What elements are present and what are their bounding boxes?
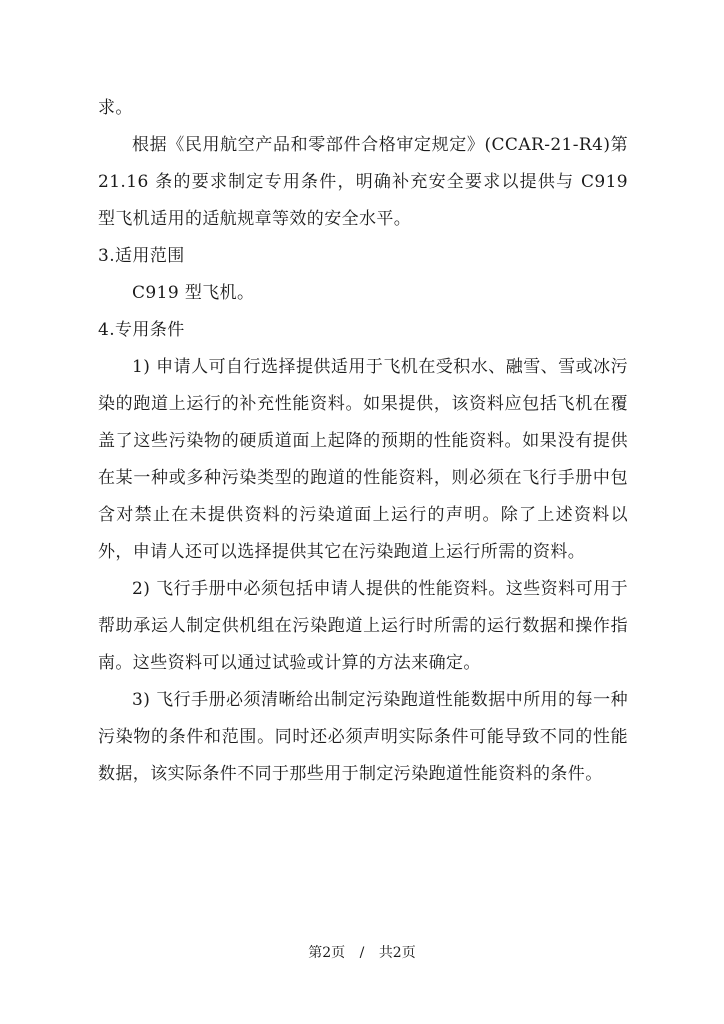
heading-scope: 3.适用范围 [98, 246, 185, 266]
heading-special-conditions: 4.专用条件 [98, 320, 185, 340]
page-number-total: 共2页 [378, 945, 416, 961]
paragraph-scope: C919 型飞机。 [132, 283, 255, 303]
paragraph-continuation: 求。 [98, 98, 133, 118]
paragraph-basis: 根据《民用航空产品和零部件合格审定规定》(CCAR-21-R4)第 21.16 条的要求制定专用条件，明确补充安全要求以提供与 C919 型飞机适用的适航规章等效的安全水平。 [98, 135, 628, 229]
page-number-current: 第2页 [308, 945, 346, 961]
paragraph-condition-1: 1) 申请人可自行选择提供适用于飞机在受积水、融雪、雪或冰污染的跑道上运行的补充性能资料。如果提供，该资料应包括飞机在覆盖了这些污染物的硬质道面上起降的预期的性能资料。如果没有提供在某一种或多种污染类型的跑道的性能资料，则必须在飞行手册中包含对禁止在未提供资料的污染道面上运行的声明。除了上述资料以外，申请人还可以选择提供其它在污染跑道上运行所需的资料。 [98, 357, 628, 562]
page-number-separator: / [359, 945, 365, 961]
page-footer [0, 943, 724, 963]
document-body [98, 90, 628, 793]
paragraph-condition-3: 3) 飞行手册必须清晰给出制定污染跑道性能数据中所用的每一种污染物的条件和范围。同时还必须声明实际条件可能导致不同的性能数据，该实际条件不同于那些用于制定污染跑道性能资料的条件。 [98, 690, 628, 784]
paragraph-condition-2: 2) 飞行手册中必须包括申请人提供的性能资料。这些资料可用于帮助承运人制定供机组在污染跑道上运行时所需的运行数据和操作指南。这些资料可以通过试验或计算的方法来确定。 [98, 579, 628, 673]
